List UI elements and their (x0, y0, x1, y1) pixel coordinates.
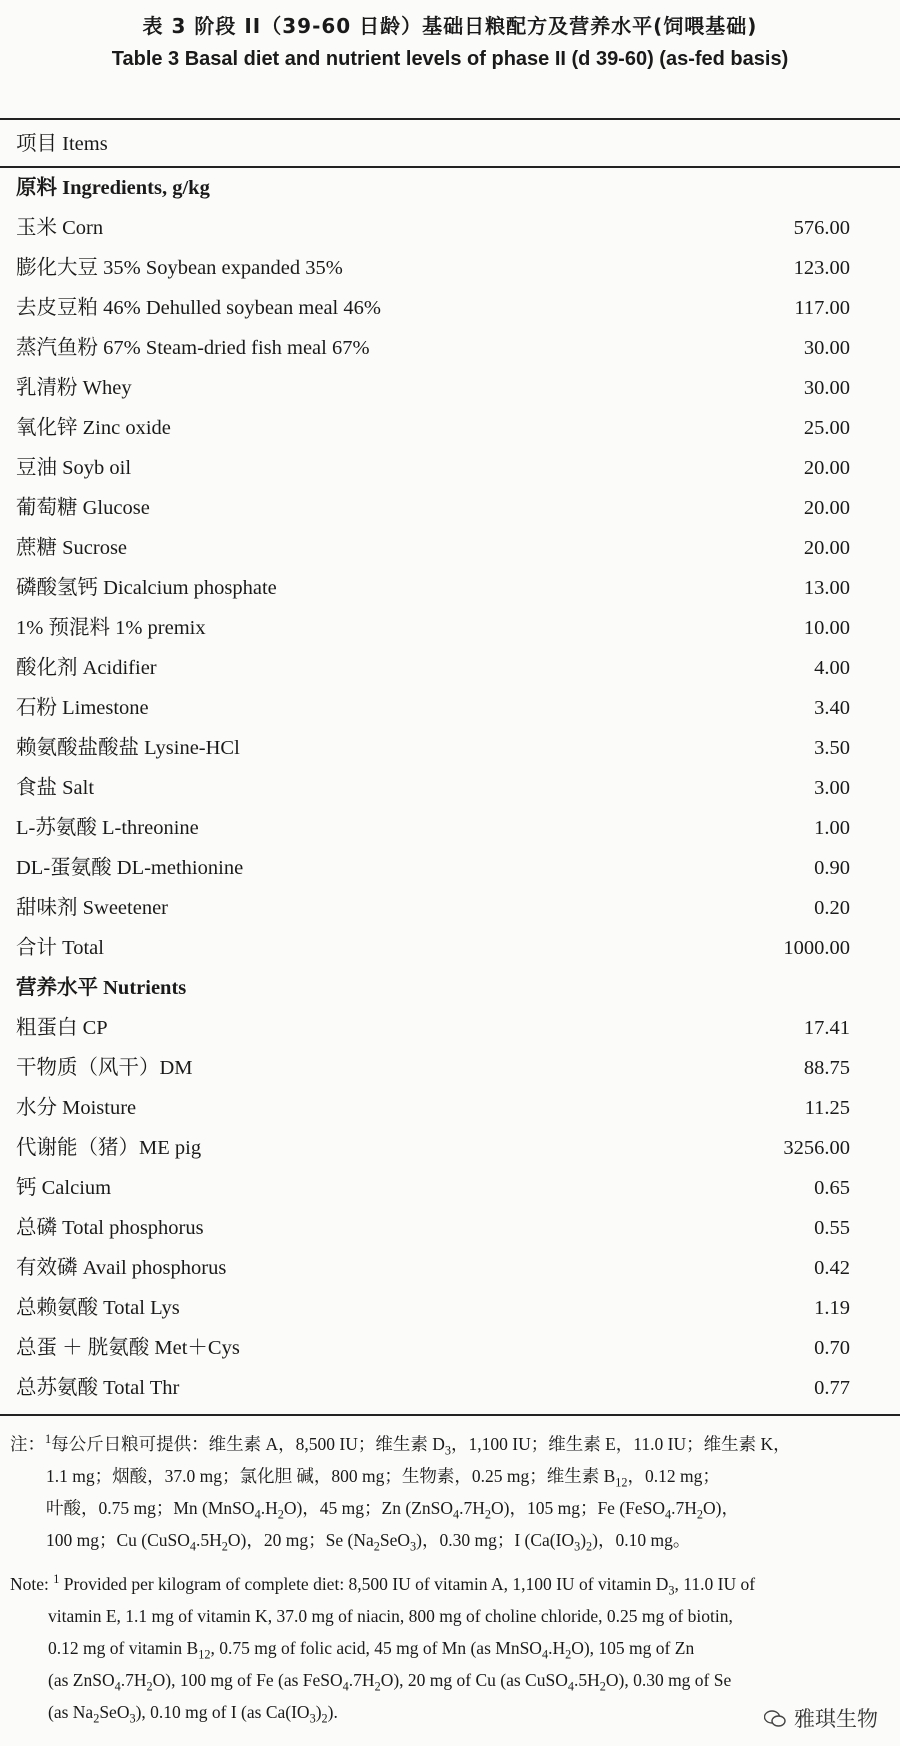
table-row (0, 1248, 900, 1288)
table-row (0, 1288, 900, 1328)
note-zh-line-4: 100 mg；Cu $(CuSO_4.5H_2O)$，20 mg；Se $(Na_2SeO_3)$，0.30 mg；I $(Ca(IO_3)_2)$，0.10 mg。 (46, 1530, 691, 1554)
table-row (0, 1048, 900, 1088)
row-value: 3.50 (814, 736, 850, 759)
note-en-line-5: (as $Na_2SeO_3$), 0.10 mg of I (as $Ca(IO_3)_2$). (48, 1702, 338, 1726)
row-value: 4.00 (814, 656, 850, 679)
row-value: 88.75 (803, 1056, 850, 1079)
row-value: 123.00 (793, 256, 850, 279)
row-label: 总苏氨酸 Total Thr (16, 1376, 180, 1399)
row-value: 1.19 (814, 1296, 850, 1319)
row-value: 0.20 (814, 896, 850, 919)
row-value: 0.77 (814, 1376, 850, 1399)
row-label: 水分 Moisture (16, 1096, 137, 1119)
table-row (0, 488, 900, 528)
top-rule (0, 118, 900, 120)
row-value: 0.42 (814, 1256, 850, 1279)
table-row (0, 568, 900, 608)
note-zh-line-3: 叶酸，0.75 mg；Mn $(MnSO_4.H_2O)$，45 mg；Zn $(ZnSO_4.7H_2O)$，105 mg；Fe $(FeSO_4.7H_2O)$， (46, 1498, 740, 1522)
wechat-logo-icon (764, 1709, 786, 1727)
row-label: 去皮豆粕 46% Dehulled soybean meal 46% (16, 296, 381, 319)
row-label: 总赖氨酸 Total Lys (16, 1296, 180, 1319)
row-label: 干物质（风干）DM (16, 1056, 193, 1079)
row-value: 13.00 (803, 576, 850, 599)
table-row (0, 1088, 900, 1128)
row-label: 玉米 Corn (16, 216, 104, 239)
table-row (0, 248, 900, 288)
row-label: 酸化剂 Acidifier (16, 656, 157, 679)
section-header-row (0, 168, 900, 208)
row-label: 蔗糖 Sucrose (16, 536, 128, 559)
table-row (0, 1008, 900, 1048)
table-row (0, 208, 900, 248)
row-value: 17.41 (803, 1016, 850, 1039)
row-label: 钙 Calcium (16, 1176, 112, 1199)
table-row (0, 768, 900, 808)
table-row (0, 368, 900, 408)
row-label: 葡萄糖 Glucose (16, 496, 150, 519)
header-items-label: 项目 Items (16, 133, 108, 155)
row-value: 3.40 (814, 696, 850, 719)
row-label: 乳清粉 Whey (16, 376, 132, 399)
table-row (0, 928, 900, 968)
row-label: 粗蛋白 CP (16, 1016, 108, 1039)
footnotes (10, 1428, 882, 1728)
row-label: 总磷 Total phosphorus (16, 1216, 204, 1239)
row-value: 1000.00 (783, 936, 850, 959)
row-value: 20.00 (803, 536, 850, 559)
table-body (0, 168, 900, 1408)
row-label: 合计 Total (16, 936, 104, 959)
note-en-line-3: 0.12 mg of vitamin $B_{12}$, 0.75 mg of folic acid, 45 mg of Mn (as $MnSO_4.H_2O$), 105 mg of Zn (48, 1638, 695, 1662)
row-value: 11.25 (804, 1096, 850, 1119)
table-row (0, 528, 900, 568)
row-value: 25.00 (803, 416, 850, 439)
table-row (0, 1128, 900, 1168)
row-value: 30.00 (803, 376, 850, 399)
row-value: 0.70 (814, 1336, 850, 1359)
row-value: 3256.00 (783, 1136, 850, 1159)
table-row (0, 848, 900, 888)
row-value: 1.00 (814, 816, 850, 839)
table-row (0, 608, 900, 648)
row-label: 氧化锌 Zinc oxide (16, 416, 171, 439)
section-title: 原料 Ingredients, g/kg (16, 176, 210, 199)
table-row (0, 408, 900, 448)
row-label: 有效磷 Avail phosphorus (16, 1256, 227, 1279)
table-row (0, 1168, 900, 1208)
table-row (0, 1208, 900, 1248)
table-row (0, 1328, 900, 1368)
section-title: 营养水平 Nutrients (16, 976, 187, 999)
section-header-row (0, 968, 900, 1008)
table-row (0, 888, 900, 928)
row-label: L-苏氨酸 L-threonine (16, 816, 199, 839)
note-en-line-4: (as $ZnSO_4.7H_2O$), 100 mg of Fe (as $FeSO_4.7H_2O$), 20 mg of Cu (as $CuSO_4.5H_2O$), 0.30 mg of Se (48, 1670, 732, 1694)
note-zh-line-1: 注：$^1$每公斤日粮可提供：维生素 A，8,500 IU；维生素 $D_3$，1,100 IU；维生素 E，11.0 IU；维生素 K， (10, 1432, 791, 1458)
row-label: 代谢能（猪）ME pig (16, 1136, 202, 1159)
row-value: 3.00 (814, 776, 850, 799)
row-label: 豆油 Soyb oil (16, 456, 132, 479)
row-label: 总蛋 ＋ 胱氨酸 Met＋Cys (16, 1336, 240, 1359)
row-label: 蒸汽鱼粉 67% Steam-dried fish meal 67% (16, 336, 370, 359)
bottom-rule (0, 1414, 900, 1416)
table-title-zh: 表 3 阶段 II（39-60 日龄）基础日粮配方及营养水平(饲喂基础) (142, 14, 758, 38)
row-value: 30.00 (803, 336, 850, 359)
table-row (0, 648, 900, 688)
row-value: 0.90 (814, 856, 850, 879)
row-label: 石粉 Limestone (16, 696, 149, 719)
table-row (0, 1368, 900, 1408)
diet-table (0, 122, 900, 1408)
row-label: 磷酸氢钙 Dicalcium phosphate (16, 576, 277, 599)
row-label: 食盐 Salt (16, 776, 95, 799)
watermark-text: 雅琪生物 (794, 1707, 878, 1731)
table-row (0, 728, 900, 768)
row-value: 117.00 (794, 296, 850, 319)
note-en-line-2: vitamin E, 1.1 mg of vitamin K, 37.0 mg of niacin, 800 mg of choline chloride, 0.25 mg of biotin, (48, 1606, 733, 1626)
note-en-line-1: Note: $^1$ Provided per kilogram of complete diet: 8,500 IU of vitamin A, 1,100 IU of vitamin $D_3$, 11.0 IU of (10, 1572, 756, 1598)
table-row (0, 448, 900, 488)
table-row (0, 328, 900, 368)
row-value: 20.00 (803, 496, 850, 519)
note-zh-line-2: 1.1 mg；烟酸，37.0 mg；氯化胆 碱，800 mg；生物素，0.25 mg；维生素 $B_{12}$，0.12 mg； (46, 1466, 720, 1490)
row-label: 赖氨酸盐酸盐 Lysine-HCl (16, 736, 240, 759)
row-label: 膨化大豆 35% Soybean expanded 35% (16, 256, 343, 279)
table-row (0, 288, 900, 328)
table-title-en: Table 3 Basal diet and nutrient levels of phase II (d 39-60) (as-fed basis) (111, 48, 789, 70)
row-value: 0.55 (814, 1216, 850, 1239)
table-row (0, 808, 900, 848)
row-label: 甜味剂 Sweetener (16, 896, 168, 919)
watermark (764, 1703, 878, 1733)
row-value: 10.00 (803, 616, 850, 639)
table-header-row (0, 122, 900, 166)
table-row (0, 688, 900, 728)
row-label: DL-蛋氨酸 DL-methionine (16, 856, 244, 879)
row-value: 576.00 (793, 216, 850, 239)
row-value: 0.65 (814, 1176, 850, 1199)
row-label: 1% 预混料 1% premix (16, 616, 206, 639)
row-value: 20.00 (803, 456, 850, 479)
